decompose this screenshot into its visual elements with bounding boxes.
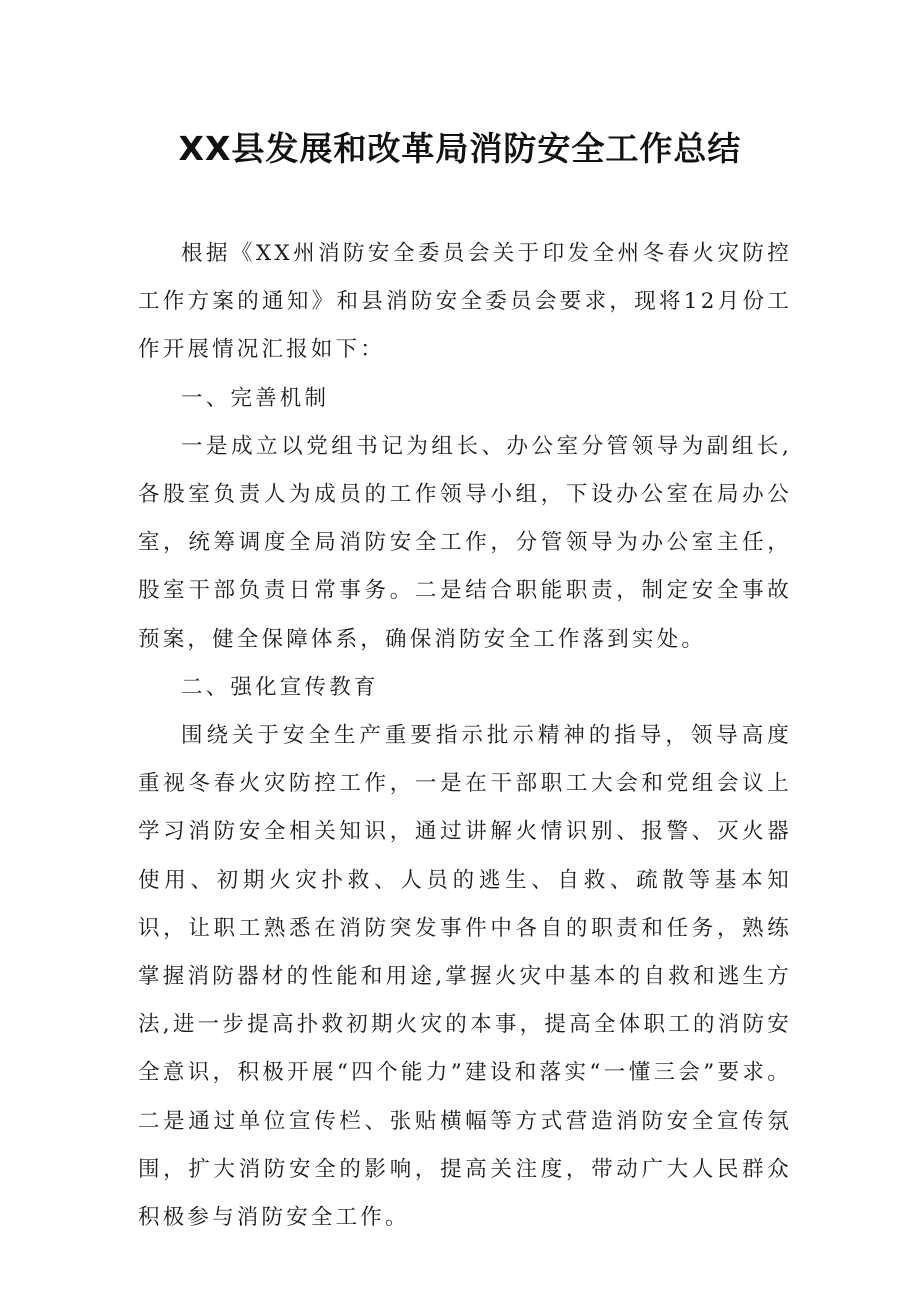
document-body — [138, 230, 792, 1242]
section-paragraph-mechanism: 一是成立以党组书记为组长、办公室分管领导为副组长,各股室负责人为成员的工作领导小组，下设办公室在局办公室，统筹调度全局消防安全工作，分管领导为办公室主任，股室干部负责日常事务。二是结合职能职责，制定安全事故预案，健全保障体系，确保消防安全工作落到实处。 — [138, 433, 792, 652]
section-paragraph-publicity: 围绕关于安全生产重要指示批示精神的指导，领导高度重视冬春火灾防控工作，一是在干部职工大会和党组会议上学习消防安全相关知识，通过讲解火情识别、报警、灭火器使用、初期火灾扑救、人员的逃生、自救、疏散等基本知识，让职工熟悉在消防突发事件中各自的职责和任务，熟练掌握消防器材的性能和用途,掌握火灾中基本的自救和逃生方法,进一步提高扑救初期火灾的本事，提高全体职工的消防安全意识，积极开展“四个能力”建设和落实“一懂三会”要求。二是通过单位宣传栏、张贴横幅等方式营造消防安全宣传氛围，扩大消防安全的影响，提高关注度，带动广大人民群众积极参与消防安全工作。 — [138, 723, 792, 1231]
section-heading-mechanism: 一、完善机制 — [181, 385, 330, 411]
section-heading-publicity: 二、强化宣传教育 — [181, 674, 379, 700]
document-title: XX县发展和改革局消防安全工作总结 — [178, 129, 742, 168]
intro-paragraph: 根据《XX州消防安全委员会关于印发全州冬春火灾防控工作方案的通知》和县消防安全委员会要求，现将12月份工作开展情况汇报如下： — [138, 241, 792, 363]
